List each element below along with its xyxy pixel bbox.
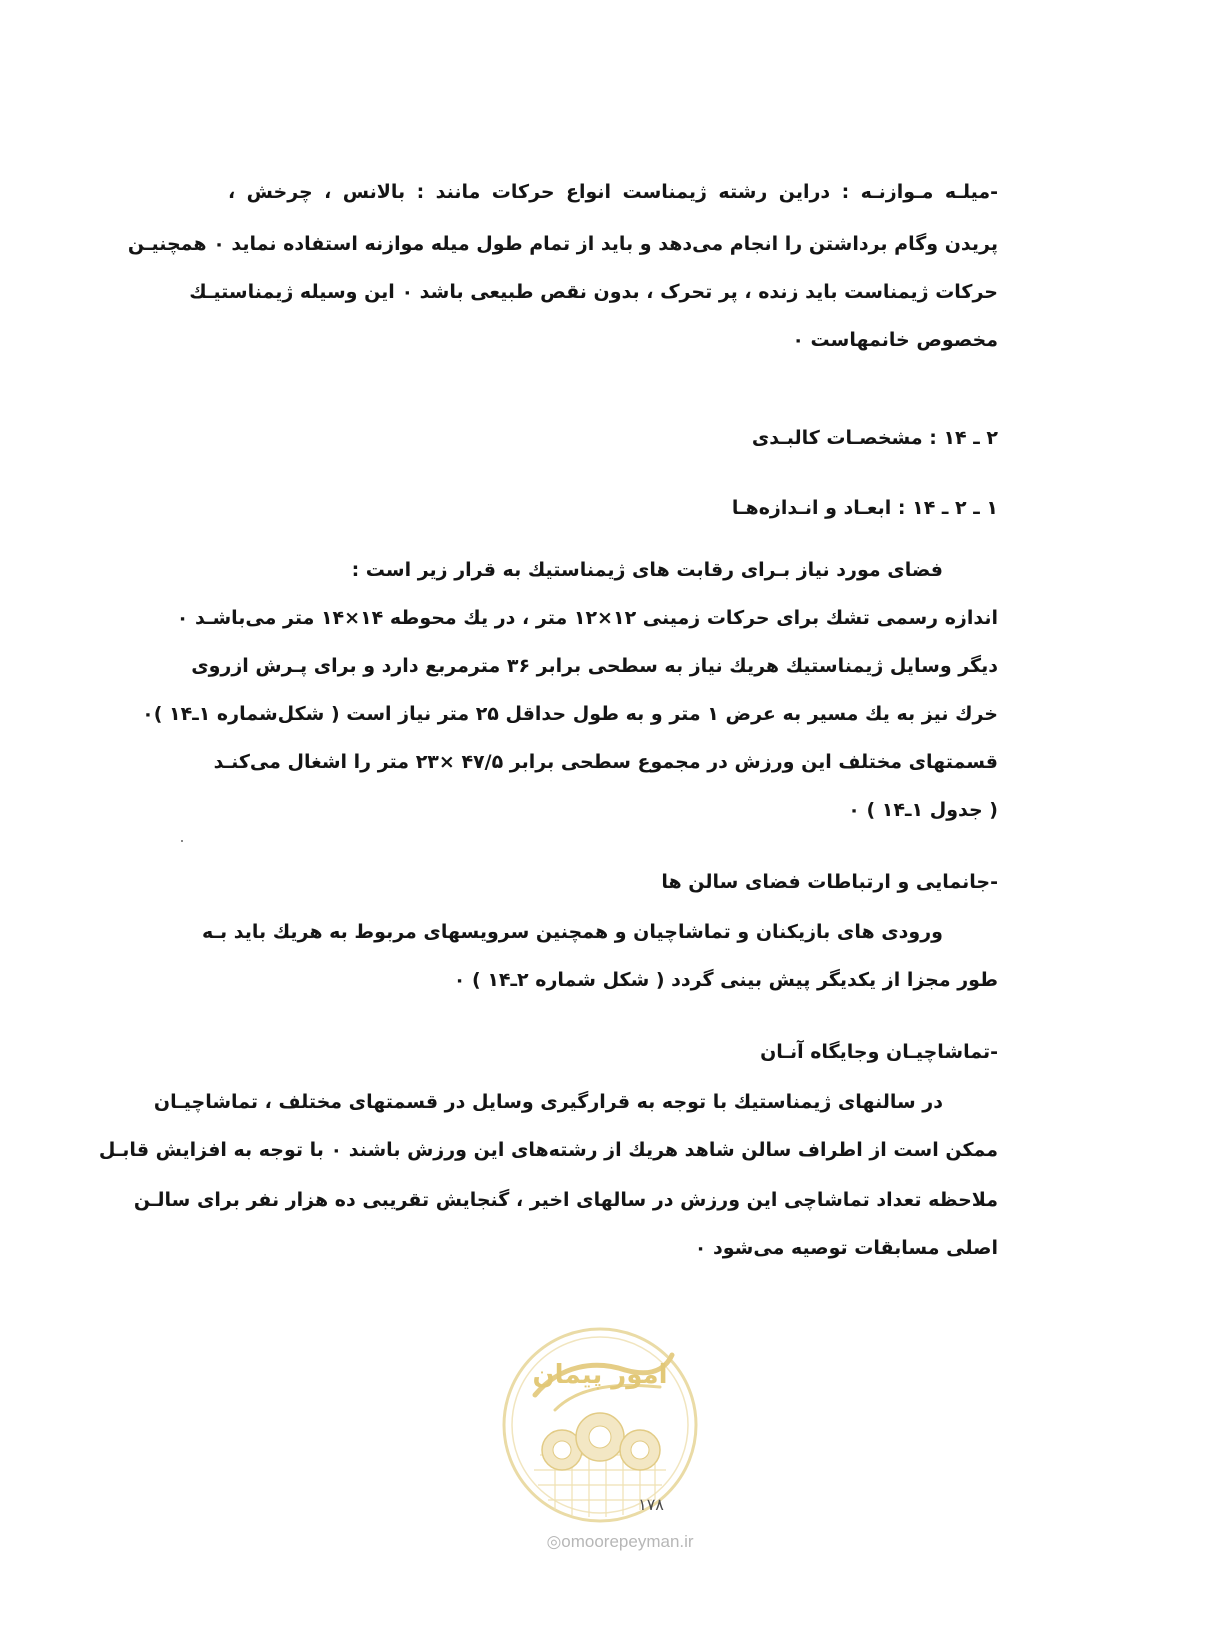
balance-beam-line-2: پریدن وگام برداشتن را انجام می‌دهد و باید از تمام طول میله موازنه استفاده نماید ۰ همچنیـن: [127, 233, 998, 255]
dimensions-line-4: خرك نیز به یك مسیر به عرض ۱ متر و به طول حداقل ۲۵ متر نیاز است ( شکل‌شماره ۱ـ۱۴ )۰: [142, 703, 998, 725]
heading-dimensions: ۱ ـ ۲ ـ ۱۴ : ابعـاد و انـدازه‌هـا: [731, 497, 998, 519]
spectators-line-2: ممکن است از اطراف سالن شاهد هریك از رشته‌های این ورزش باشند ۰ با توجه به افزایش قابـل: [98, 1139, 998, 1161]
dimensions-line-5: قسمتهای مختلف این ورزش در مجموع سطحی برابر ۴۷/۵ ×۲۳ متر را اشغال می‌کنـد: [213, 751, 998, 773]
balance-beam-line-3: حرکات ژیمناست باید زنده ، پر تحرک ، بدون نقص طبیعی باشد ۰ این وسیله ژیمناستیـك: [189, 281, 998, 303]
heading-location: -جانمایی و ارتباطات فضای سالن ها: [661, 871, 998, 893]
stamp-text: امور پیمان: [532, 1360, 668, 1390]
spectators-line-3: ملاحظه تعداد تماشاچی این ورزش در سالهای اخیر ، گنجایش تقریبی ده هزار نفر برای سالـن: [133, 1189, 998, 1211]
location-line-2: طور مجزا از یکدیگر پیش بینی گردد ( شکل شماره ۲ـ۱۴ ) ۰: [453, 969, 998, 991]
watermark-site: [520, 1532, 720, 1552]
dimensions-line-6: ( جدول ۱ـ۱۴ ) ۰: [848, 799, 998, 821]
spectators-line-1: در سالنهای ژیمناستیك با توجه به قرارگیری وسایل در قسمتهای مختلف ، تماشاچیـان: [153, 1091, 943, 1113]
balance-beam-line-4: مخصوص خانمهاست ۰: [792, 329, 998, 351]
scan-speck: [181, 840, 183, 842]
heading-spectators: -تماشاچیـان وجایگاه آنـان: [760, 1041, 998, 1063]
location-line-1: ورودی های بازیکنان و تماشاچیان و همچنین سرویسهای مربوط به هریك باید بـه: [201, 921, 943, 943]
at-icon: ◎: [546, 1532, 562, 1551]
dimensions-line-1: فضای مورد نیاز بـرای رقابت های ژیمناستیك به قرار زیر است :: [351, 559, 943, 581]
dimensions-line-3: دیگر وسایل ژیمناستیك هریك نیاز به سطحی برابر ۳۶ مترمربع دارد و برای پـرش ازروی: [191, 655, 998, 677]
balance-beam-line-1: -میلـه مـوازنـه : دراین رشته ژیمناست انواع حرکات مانند : بالانس ، چرخش ،: [228, 181, 998, 203]
watermark-site-text: omoorepeyman.ir: [561, 1532, 694, 1551]
dimensions-line-2: اندازه رسمی تشك برای حرکات زمینی ۱۲×۱۲ متر ، در یك محوطه ۱۴×۱۴ متر می‌باشـد ۰: [176, 607, 998, 629]
spectators-line-4: اصلی مسابقات توصیه می‌شود ۰: [694, 1237, 998, 1259]
heading-physical-specs: ۲ ـ ۱۴ : مشخصـات کالبـدی: [751, 427, 998, 449]
page-number: ۱۷۸: [638, 1495, 664, 1514]
